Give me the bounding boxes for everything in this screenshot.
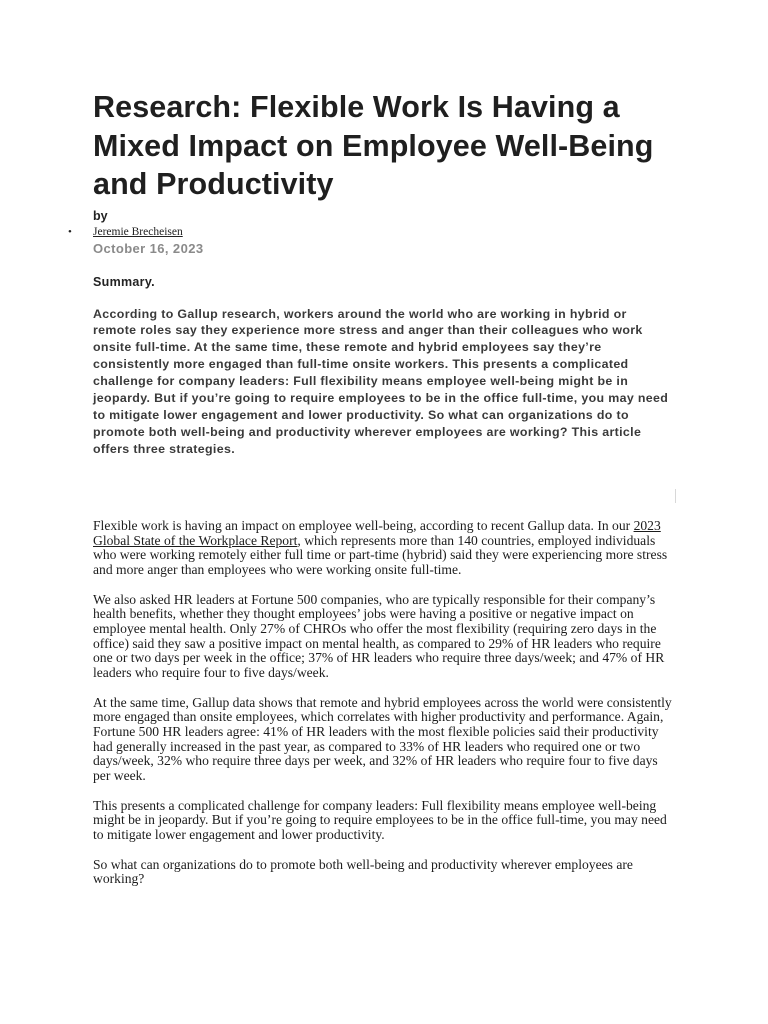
report-link[interactable]: 2023 Global State of the Workplace Report [93, 518, 661, 548]
publish-date: October 16, 2023 [93, 240, 204, 256]
paragraph-text: , which represents more than 140 countries, employed individuals who were working remotely either full time or part-time (hybrid) said they were experiencing more stress and more anger than employees who were working onsite full-time. [93, 532, 668, 577]
body-paragraph [93, 519, 678, 577]
bullet-icon: • [68, 225, 72, 238]
byline-label: by [93, 208, 108, 223]
author-list [68, 224, 673, 240]
summary-label: Summary. [93, 274, 155, 289]
body-paragraph: This presents a complicated challenge for company leaders: Full flexibility means employee well-being might be in jeopardy. But if you’re going to require employees to be in the office full-time, you may need to mitigate lower engagement and lower productivity. [93, 797, 667, 842]
article-title: Research: Flexible Work Is Having a Mixed Impact on Employee Well-Being and Productivity [93, 90, 654, 201]
article-header [68, 88, 673, 458]
body-paragraph: So what can organizations do to promote both well-being and productivity wherever employees are working? [93, 856, 633, 887]
summary-text: According to Gallup research, workers around the world who are working in hybrid or remote roles say they experience more stress and anger than their colleagues who work onsite full-time. At the same time, these remote and hybrid employees say they’re consistently more engaged than full-time onsite workers. This presents a complicated challenge for company leaders: Full flexibility means employee well-being might be in jeopardy. But if you’re going to require employees to be in the office full-time, you may need to mitigate lower engagement and lower productivity. So what can organizations do to promote both well-being and productivity wherever employees are working? This article offers three strategies. [93, 306, 669, 456]
author-list-item [68, 224, 673, 240]
divider-mark [675, 489, 676, 503]
body-paragraph: We also asked HR leaders at Fortune 500 companies, who are typically responsible for their company’s health benefits, whether they thought employees’ jobs were having a positive or negative impact on employee mental health. Only 27% of CHROs who offer the most flexibility (requiring zero days in the office) said they saw a positive impact on mental health, as compared to 29% of HR leaders who require one or two days per week in the office; 37% of HR leaders who require three days/week; and 47% of HR leaders who require four to five days/week. [93, 591, 665, 680]
author-link[interactable]: Jeremie Brecheisen [93, 225, 183, 238]
paragraph-text: Flexible work is having an impact on employee well-being, according to recent Gallup data. In our [93, 518, 634, 533]
body-paragraph: At the same time, Gallup data shows that remote and hybrid employees across the world were consistently more engaged than onsite employees, which correlates with higher productivity and performance. Again, Fortune 500 HR leaders agree: 41% of HR leaders with the most flexible policies said their productivity had generally increased in the past year, as compared to 33% of HR leaders who required one or two days/week, 32% who require three days per week, and 32% of HR leaders who require four to five days per week. [93, 694, 672, 783]
article-body [93, 519, 678, 902]
